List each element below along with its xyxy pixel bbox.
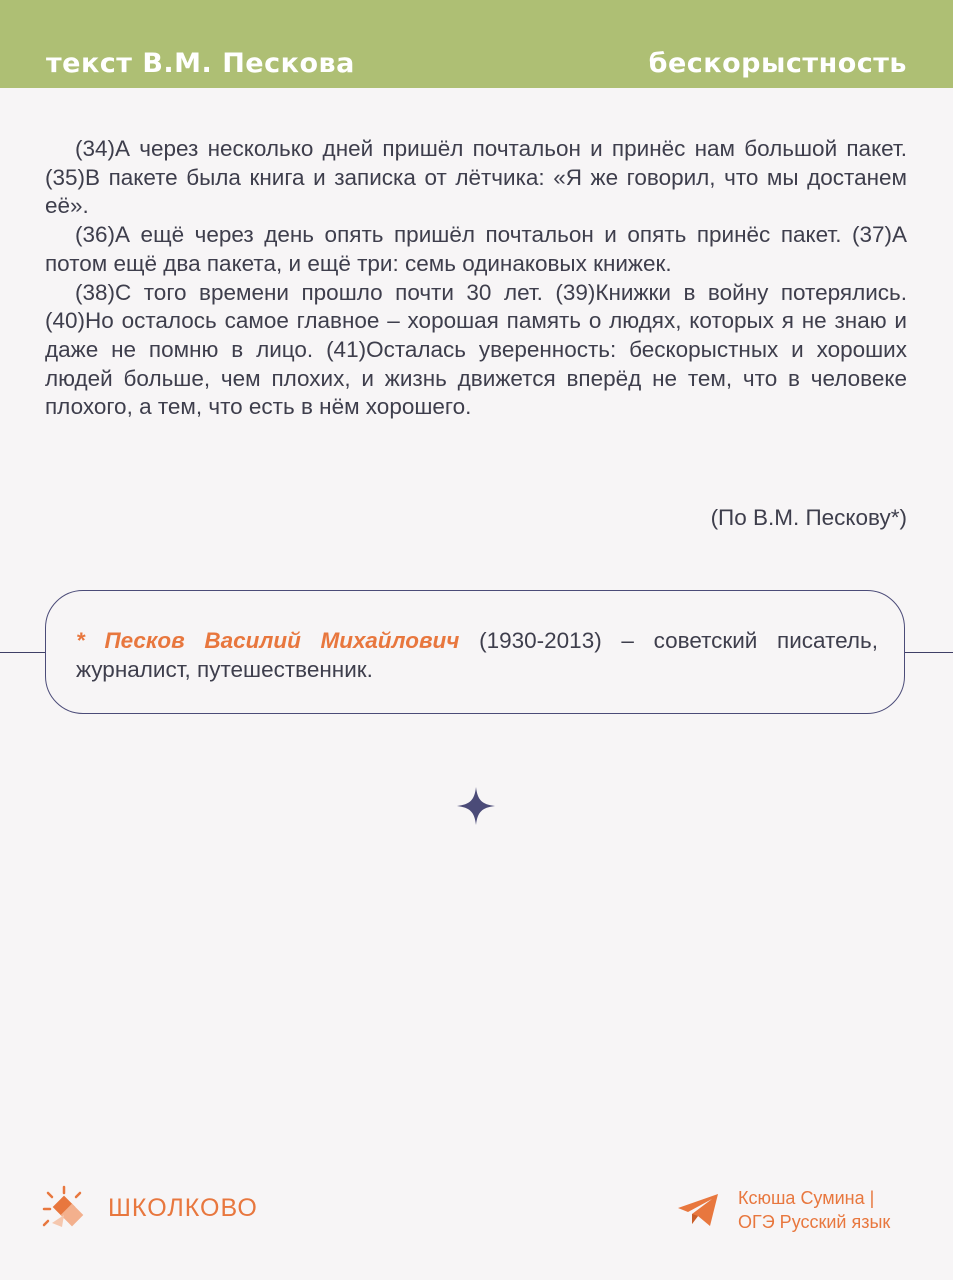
paragraph: (36)А ещё через день опять пришёл почтальон и опять принёс пакет. (37)А потом ещё два пакета, и ещё три: семь одинаковых книжек.	[45, 222, 907, 276]
text-author-title: текст В.М. Пескова	[46, 48, 355, 79]
source-signature: (По В.М. Пескову*)	[710, 505, 907, 530]
footnote-name: * Песков Василий Михайлович	[76, 628, 460, 653]
brand-name: ШКОЛКОВО	[108, 1193, 258, 1222]
header-bar	[0, 0, 953, 88]
author-name: Ксюша Сумина |	[738, 1188, 875, 1208]
course-name: ОГЭ Русский язык	[738, 1212, 891, 1232]
footnote-text	[76, 626, 878, 684]
paragraph: (38)С того времени прошло почти 30 лет. (39)Книжки в войну потерялись. (40)Но осталось самое главное – хорошая память о людях, которых я не знаю и даже не помню в лицо. (41)Осталась уверенность: бескорыстных и хороших людей больше, чем плохих, и жизнь движется вперёд не тем, что в человеке плохого, а тем, что есть в нём хорошего.	[45, 279, 907, 420]
main-text	[45, 135, 907, 422]
divider-left	[0, 652, 46, 653]
footnote-box	[45, 590, 905, 714]
shkolkovo-logo-icon	[42, 1185, 92, 1231]
divider-right	[905, 652, 953, 653]
shkolkovo-logo	[42, 1185, 258, 1231]
paragraph: (34)А через несколько дней пришёл почтальон и принёс нам большой пакет. (35)В пакете была книга и записка от лётчика: «Я же говорил, что мы достанем её».	[45, 136, 907, 219]
footnote-description: (1930-2013) – советский писатель, журналист, путешественник.	[76, 628, 879, 682]
four-point-star-icon	[456, 786, 496, 826]
telegram-plane-icon	[676, 1192, 720, 1228]
author-credit	[676, 1186, 890, 1234]
topic-title: бескорыстность	[648, 48, 907, 79]
